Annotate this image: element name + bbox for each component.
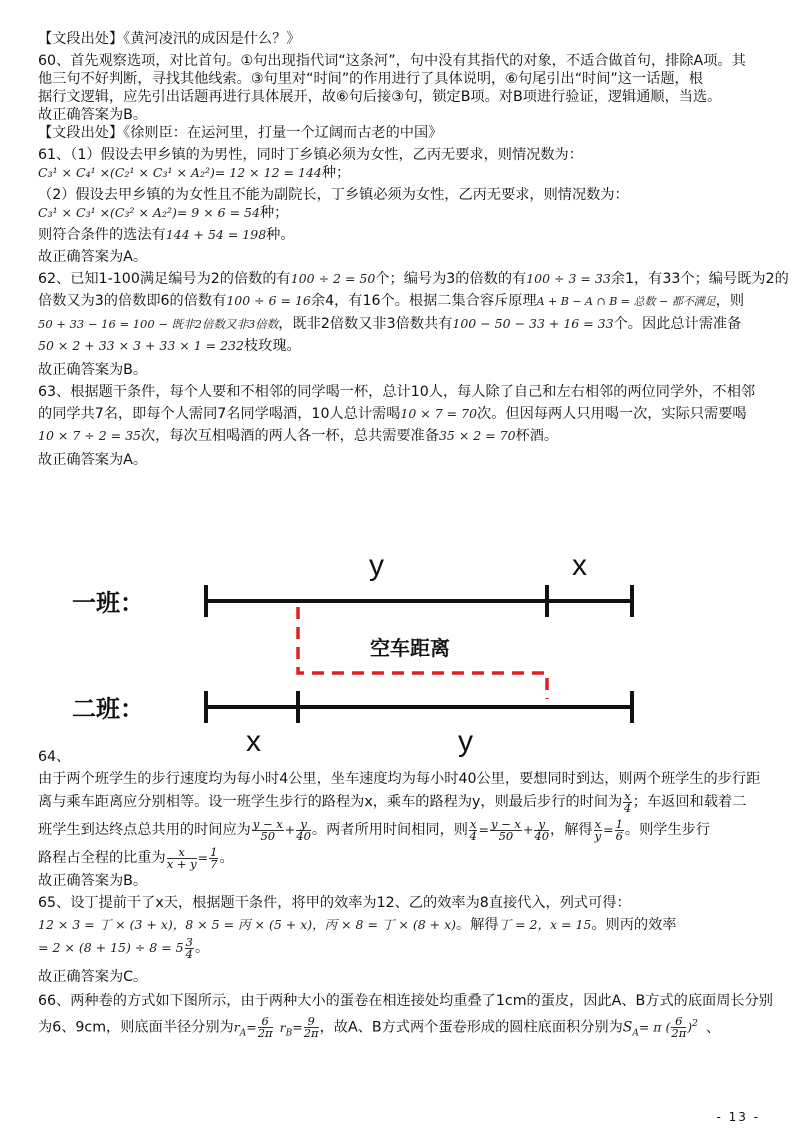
q62-line-1 (38, 270, 789, 288)
q62-math-3: 100 ÷ 6 = 16 (226, 293, 311, 308)
q64-text-b3: ，解得 (550, 822, 593, 838)
q66-math-s-c: ) (687, 1019, 693, 1035)
q64-text-b4: 。则学生步行 (624, 822, 711, 838)
q66-frac-1-num: 6 (258, 1016, 273, 1028)
q64-number: 64、 (38, 749, 71, 765)
q64-frac-5-num: y − x (490, 816, 521, 831)
q64-frac-10-den: 7 (210, 856, 218, 871)
q64-frac-6 (534, 816, 550, 843)
q62-math-1: 100 ÷ 2 = 50 (290, 271, 376, 286)
q66-line-2 (38, 1010, 762, 1048)
q61-line-1: 61、（1）假设去甲乡镇的为男性，同时丁乡镇必须为女性，乙丙无要求，则情况数为： (38, 147, 583, 163)
q65-line-3 (38, 934, 762, 962)
q62-math-5: 50 + 33 − 16 = 100 − 既非2倍数又非3倍数 (38, 317, 279, 331)
q60-line-3: 据行文逻辑，应先引出话题再进行具体展开，故⑥句后接③句，锁定B项。对B项进行验证，逻辑通顺，当选。 (38, 89, 722, 105)
q66-math-r: r (233, 1019, 240, 1035)
q66-frac-2-den: 2π (303, 1026, 319, 1041)
q64-frac-1-num: x (624, 788, 631, 803)
q63-text-a1: 的同学共7名，即每个人需同7名同学喝酒，10人总计需喝 (38, 406, 401, 422)
q61-formula-1 (38, 164, 762, 182)
q62-math-6: 100 − 50 − 33 + 16 = 33 (452, 316, 614, 331)
q64-text-a1: 离与乘车距离应分别相等。设一班学生步行的路程为x，乘车的路程为y，则最后步行的时间为 (38, 794, 623, 810)
q62-text-b2: 余4，有16个。根据二集合容斥原理 (310, 293, 537, 309)
q66-frac-3-den: 2π (671, 1026, 687, 1041)
q62-text-c2: 个。因此总计需准备 (613, 316, 742, 332)
q62-text-a1: 62、已知1-100满足编号为2的倍数的有 (38, 271, 291, 287)
q63-text-b2: 杯酒。 (515, 428, 559, 444)
q61-line-3-text-a: 则符合条件的选法有 (38, 227, 166, 243)
q64-frac-8-den: 6 (615, 828, 623, 843)
q66-frac-1 (258, 1016, 273, 1039)
q62-text-c1: ，既非2倍数又非3倍数共有 (278, 316, 453, 332)
q61-line-3-text-b: 种。 (266, 227, 295, 243)
q63-text-b1: 次，每次互相喝酒的两人各一杯，总共需要准备 (140, 428, 439, 444)
q62-line-4 (38, 337, 762, 355)
q62-text-a2: 个；编号为3的倍数的有 (375, 271, 527, 287)
q63-answer: 故正确答案为A。 (38, 452, 148, 468)
q66-text-a2: ，故A、B方式两个蛋卷形成的圆柱底面积分别为 (319, 1019, 623, 1036)
label-x-top: x (572, 549, 587, 582)
q66-frac-3 (671, 1016, 686, 1039)
q64-text-c1: 路程占全程的比重为 (38, 850, 166, 866)
source-line-60: 【文段出处】《黄河凌汛的成因是什么？》 (38, 31, 301, 47)
q63-line-2 (38, 405, 762, 423)
q64-frac-7-den: y (594, 828, 602, 843)
q63-line-3 (38, 427, 762, 445)
q64-eq-2: = (603, 822, 614, 837)
q64-plus-1: + (284, 822, 296, 837)
q64-frac-4-den: 4 (469, 828, 477, 843)
q65-math-2: 丁 = 2，x = 15 (498, 917, 592, 932)
q62-math-2: 100 ÷ 3 = 33 (526, 271, 611, 286)
q66-eq-a: = (246, 1019, 257, 1035)
q65-text-a2: 。解得 (456, 917, 499, 933)
q64-line-3 (38, 816, 762, 844)
q64-eq-3: = (197, 850, 209, 865)
q64-frac-1 (623, 788, 632, 815)
q62-line-2 (38, 292, 762, 311)
q64-answer: 故正确答案为B。 (38, 873, 148, 889)
q66-math-rb: r (279, 1019, 286, 1035)
q64-frac-2 (252, 816, 284, 843)
source-line-61: 【文段出处】《徐则臣：在运河里，打量一个辽阔而古老的中国》 (38, 125, 443, 141)
q62-text-b3: ，则 (715, 293, 745, 309)
q64-plus-2: + (522, 822, 534, 837)
q64-frac-9-den: x + y (166, 856, 197, 871)
label-y-bottom: y (458, 725, 473, 758)
q64-frac-3-num: y (296, 819, 311, 831)
label-x-bottom: x (246, 725, 261, 758)
q64-frac-6-den: 40 (534, 828, 550, 843)
q64-frac-8 (615, 816, 624, 843)
q61-formula-1-math: C₃¹ × C₄¹ ×(C₂¹ × C₃¹ × A₂²)= 12 × 12 = 144 (38, 165, 322, 180)
q64-frac-6-num: y (534, 819, 549, 831)
page-number: - 13 - (716, 1110, 760, 1124)
document-page (38, 30, 789, 469)
q65-answer: 故正确答案为C。 (38, 969, 148, 985)
q66-frac-2-num: 9 (304, 1016, 319, 1028)
q64-line-2 (38, 788, 762, 816)
class-walking-diagram (44, 545, 744, 765)
class-1-label: 一班： (72, 589, 144, 617)
q60-answer: 故正确答案为B。 (38, 107, 148, 123)
q63-math-2: 10 × 7 ÷ 2 = 35 (38, 428, 141, 443)
q65-math-3: = 2 × (8 + 15) ÷ 8 = 5 (38, 940, 184, 955)
q66-math-rb-sub: B (285, 1028, 293, 1039)
q63-text-a2: 次。但因每两人只用喝一次，实际只需要喝 (477, 406, 747, 422)
q61-answer: 故正确答案为A。 (38, 249, 148, 265)
q65-text-a4: 。 (194, 940, 210, 956)
q64-frac-7-num: x (594, 816, 602, 831)
q64-text-a2: ；车返回和载着二 (632, 794, 747, 810)
q66-frac-3-num: 6 (671, 1016, 686, 1028)
q64-frac-10-num: 1 (210, 844, 218, 859)
q66-math-s-b: = π ( (638, 1019, 671, 1035)
q64-frac-9-num: x (167, 847, 197, 859)
q62-text-a3: 余1，有33个；编号既为2的 (610, 271, 789, 287)
q63-line-1: 63、根据题干条件，每个人要和不相邻的同学喝一杯，总计10人，每人除了自己和左右相邻的两位同学外，不相邻 (38, 384, 756, 400)
q62-text-d1: 枝玫瑰。 (243, 338, 301, 354)
q64-frac-5-den: 50 (498, 828, 514, 843)
q64-text-b2: 。两者所用时间相同，则 (311, 822, 468, 838)
q62-math-4: A + B − A ∩ B = 总数 − 都不满足 (536, 295, 716, 308)
q64-frac-2-num: y − x (252, 816, 283, 831)
class-2-label: 二班： (72, 695, 144, 723)
q60-line-2: 他三句不好判断，寻找其他线索。③句里对“时间”的作用进行了具体说明，⑥句尾引出“时间”这一话题，根 (38, 71, 703, 87)
q60-line-1: 60、首先观察选项，对比首句。①句出现指代词“这条河”，句中没有其指代的对象，不适合做首句，排除A项。其 (38, 53, 746, 69)
q65-frac-1 (185, 934, 194, 961)
q64-text-b1: 班学生到达终点总共用的时间应为 (38, 822, 251, 838)
q64-frac-5 (490, 816, 522, 843)
q61-formula-2 (38, 204, 762, 222)
q62-math-7: 50 × 2 + 33 × 3 + 33 × 1 = 232 (38, 338, 244, 353)
q65-line-2 (38, 916, 762, 934)
q66-text-a3: 、 (705, 1019, 721, 1036)
q64-frac-2-den: 50 (260, 828, 276, 843)
q64-frac-3 (296, 816, 311, 843)
q64-frac-8-num: 1 (615, 816, 623, 831)
q64-frac-1-den: 4 (623, 800, 632, 815)
q64-frac-4-num: x (469, 816, 477, 831)
q61-formula-1-suffix: 种； (321, 165, 351, 181)
q61-line-2: （2）假设去甲乡镇的为女性且不能为副院长，丁乡镇必须为女性，乙丙无要求，则情况数为： (38, 187, 629, 203)
q65-frac-1-num: 3 (185, 934, 193, 949)
q65-text-a3: 。则丙的效率 (591, 917, 677, 933)
q64-frac-7 (594, 816, 603, 843)
q64-frac-3-den: 40 (296, 828, 311, 843)
q61-formula-2-suffix: 种； (259, 205, 289, 221)
q62-answer: 故正确答案为B。 (38, 362, 148, 378)
q66-eq-b: = (292, 1019, 303, 1035)
q65-math-1: 12 × 3 = 丁 × (3 + x)，8 × 5 = 丙 × (5 + x)，丙 × 8 = 丁 × (8 + x) (38, 917, 457, 932)
q66-line-1: 66、两种卷的方式如下图所示，由于两种大小的蛋卷在相连接处均重叠了1cm的蛋皮，因此A、B方式的底面周长分别 (38, 993, 773, 1009)
q64-frac-10 (209, 844, 218, 871)
q62-line-3 (38, 315, 762, 333)
q61-line-3-math: 144 + 54 = 198 (165, 227, 267, 242)
q65-line-1: 65、设丁提前干了x天，根据题干条件，将甲的效率为12、乙的效率为8直接代入，列式可得： (38, 895, 631, 911)
q61-formula-2-math: C₃¹ × C₃¹ ×(C₃² × A₂²)= 9 × 6 = 54 (38, 205, 260, 220)
q64-line-1: 由于两个班学生的步行速度均为每小时4公里，坐车速度均为每小时40公里，要想同时到达，则两个班学生的步行距 (38, 771, 761, 787)
q65-frac-1-den: 4 (185, 946, 193, 961)
label-y-top: y (369, 549, 384, 582)
empty-car-label: 空车距离 (370, 636, 450, 660)
q66-frac-2 (304, 1016, 319, 1039)
q61-line-3 (38, 226, 762, 244)
q64-eq-1: = (478, 822, 489, 837)
q62-text-b1: 倍数又为3的倍数即6的倍数有 (38, 293, 227, 309)
q66-math-s-exp: 2 (692, 1019, 698, 1029)
q64-frac-9 (166, 844, 197, 871)
document-page-lower (38, 748, 773, 1048)
q63-math-3: 35 × 2 = 70 (438, 428, 516, 443)
q64-frac-4 (469, 816, 478, 843)
q66-text-a1: 为6、9cm，则底面半径分别为 (38, 1019, 234, 1036)
q64-line-4 (38, 844, 762, 872)
q66-math-s-sub: A (632, 1028, 639, 1039)
q66-math-r-sub: A (239, 1028, 247, 1039)
q66-math-s: S (622, 1019, 633, 1036)
q63-math-1: 10 × 7 = 70 (400, 406, 478, 421)
q66-frac-1-den: 2π (257, 1026, 273, 1041)
q64-text-c2: 。 (219, 850, 234, 866)
